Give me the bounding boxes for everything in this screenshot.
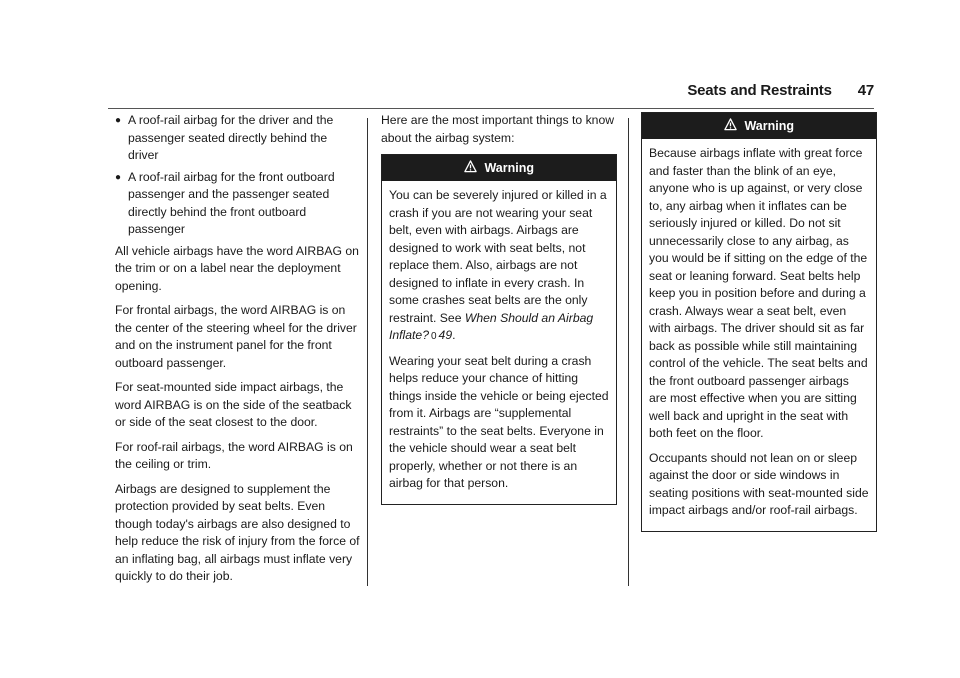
column-divider [367, 118, 368, 586]
column-divider [628, 118, 629, 586]
paragraph: All vehicle airbags have the word AIRBAG on the trim or on a label near the deployment opening. [115, 243, 359, 293]
cross-reference-link[interactable]: When Should an Airbag Inflate? [389, 310, 594, 342]
bullet-item [115, 112, 361, 165]
page-header [687, 82, 874, 99]
warning-paragraph: You can be severely injured or killed in a crash if you are not wearing your seat belt, even with airbags. Airbags are designed to work with seat belts, not replace them. Also, airbags are not designed to inflate in every crash. In some crashes seat belts are the only restraint. See When Should an Airbag Inflate? 0 49. [389, 188, 607, 342]
column-1 [115, 112, 361, 593]
column-2 [381, 112, 617, 505]
bullet-text: A roof-rail airbag for the front outboard passenger and the passenger seated directly behind the front outboard passenger [128, 169, 335, 236]
warning-body [642, 139, 876, 531]
column-3 [641, 112, 877, 532]
paragraph: For frontal airbags, the word AIRBAG is on the center of the steering wheel for the driver and on the instrument panel for the front outboard passenger. [115, 303, 357, 370]
paragraph: Airbags are designed to supplement the protection provided by seat belts. Even though today's airbags are also designed to help reduce the risk of injury from the force of an inflating bag, all airbags must inflate very quickly to do their job. [115, 481, 360, 583]
page-number: 47 [857, 82, 874, 99]
page-reference-icon: 0 [430, 331, 437, 342]
warning-header [382, 155, 616, 181]
bullet-item [115, 169, 361, 239]
intro-paragraph: Here are the most important things to know about the airbag system: [381, 113, 615, 145]
warning-title: Warning [484, 161, 534, 175]
warning-box [381, 154, 617, 505]
paragraph: For roof-rail airbags, the word AIRBAG is on the ceiling or trim. [115, 439, 353, 471]
warning-paragraph: Because airbags inflate with great force and faster than the blink of an eye, anyone who is up against, or very close to, any airbag when it inflates can be seriously injured or killed. Do not sit unnecessarily close to any airbag, as you would be if sitting on the edge of the seat or leaning forward. Seat belts help keep you in position before and during a crash. Always wear a seat belt, even with airbags. The driver should sit as far back as possible while still maintaining control of the vehicle. The seat belts and the front outboard passenger airbags are most effective when you are sitting well back and upright in the seat with both feet on the floor. [649, 146, 868, 440]
section-title: Seats and Restraints [687, 82, 832, 99]
warning-box [641, 112, 877, 532]
warning-title: Warning [744, 119, 794, 133]
warning-triangle-icon [724, 114, 737, 140]
warning-header [642, 113, 876, 139]
reference-page: 49 [438, 328, 453, 342]
bullet-dot-icon: ● [115, 171, 122, 183]
warning-paragraph: Occupants should not lean on or sleep against the door or side windows in seating positions with seat-mounted side impact airbags and/or roof-rail airbags. [649, 450, 869, 517]
header-rule [108, 108, 874, 109]
bullet-dot-icon: ● [115, 115, 122, 126]
warning-triangle-icon [464, 156, 477, 182]
bullet-text: A roof-rail airbag for the driver and the passenger seated directly behind the driver [128, 113, 334, 162]
paragraph: For seat-mounted side impact airbags, the word AIRBAG is on the side of the seatback or side of the seat closest to the door. [115, 380, 352, 429]
warning-paragraph: Wearing your seat belt during a crash helps reduce your chance of hitting things inside the vehicle or being ejected from it. Airbags are “supplemental restraints” to the seat belts. Everyone in the vehicle should wear a seat belt properly, whether or not there is an airbag for that person. [389, 353, 609, 490]
warning-body [382, 181, 616, 504]
